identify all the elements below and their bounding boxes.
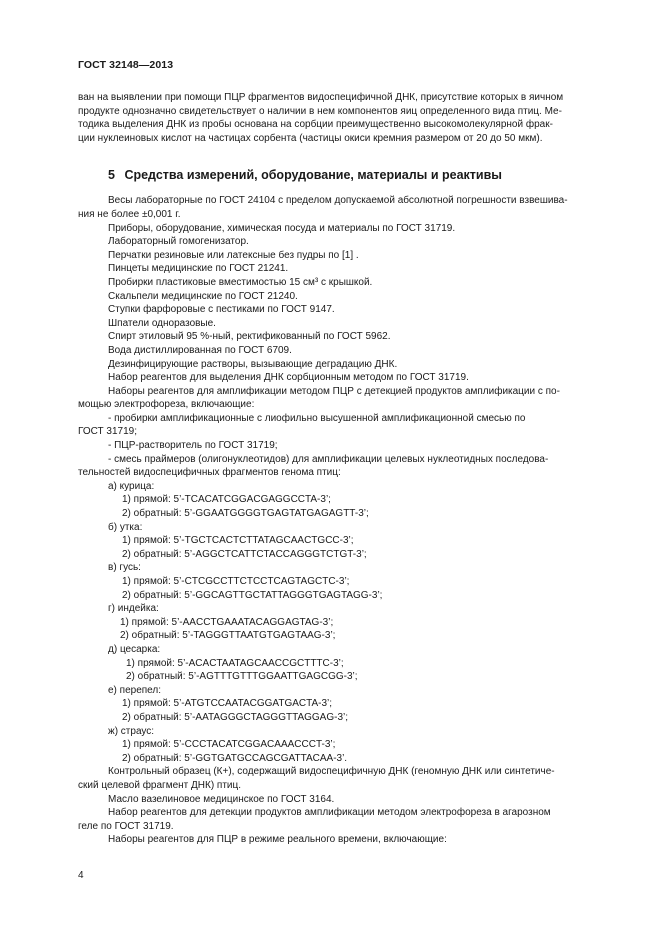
text-line: а) курица: (108, 480, 155, 492)
section-content (78, 194, 600, 847)
text-line: ГОСТ 31719; (78, 426, 137, 438)
text-line: ван на выявлении при помощи ПЦР фрагментов видоспецифичной ДНК, присутствие которых в яичном (78, 92, 564, 103)
text-line: Наборы реагентов для ПЦР в режиме реального времени, включающие: (108, 834, 447, 846)
text-line: д) цесарка: (108, 643, 161, 655)
text-line: ния не более ±0,001 г. (78, 208, 181, 220)
text-line: Весы лабораторные по ГОСТ 24104 с пределом допускаемой абсолютной погрешности взвешива- (108, 195, 568, 207)
text-line: 1) прямой: 5’-CTCGCCTTCTCCTCAGTAGCTC-3’; (122, 576, 350, 587)
text-line: 1) прямой: 5’-AACCTGAAATACAGGAGTAG-3’; (120, 616, 334, 628)
text-line: Лабораторный гомогенизатор. (108, 236, 249, 248)
text-line: ции нуклеиновых кислот на частицах сорбента (частицы окиси кремния размером от 20 до 50 мкм). (78, 132, 543, 144)
text-line: мощью электрофореза, включающие: (78, 399, 255, 411)
text-line: б) утка: (108, 521, 143, 533)
text-line: 1) прямой: 5’-CCCTACATCGGACAAACCCT-3’; (122, 739, 336, 751)
text-line: Набор реагентов для выделения ДНК сорбционным методом по ГОСТ 31719. (108, 372, 469, 384)
text-line: Перчатки резиновые или латексные без пудры по [1] . (108, 249, 359, 261)
text-line: 2) обратный: 5’-GGTGATGCCAGCGATTACAA-3’. (122, 752, 348, 764)
text-line: - пробирки амплификационные с лиофильно высушенной амплификационной смесью по (108, 412, 526, 424)
text-line: 2) обратный: 5’-TAGGGTTAATGTGAGTAAG-3’; (120, 630, 336, 642)
text-line: Набор реагентов для детекции продуктов амплификации методом электрофореза в агарозном (108, 807, 551, 819)
text-line: е) перепел: (108, 684, 162, 696)
text-line: 2) обратный: 5’-GGCAGTTGCTATTAGGGTGAGTAGG-3’; (122, 589, 383, 601)
text-line: 2) обратный: 5’-GGAATGGGGTGAGTATGAGAGTT-3’; (122, 508, 369, 520)
text-line: 1) прямой: 5’-TCACATCGGACGAGGCCTA-3’; (122, 494, 331, 506)
intro-paragraph (78, 91, 600, 145)
document-header: ГОСТ 32148—2013 (78, 59, 174, 71)
text-line: 2) обратный: 5’-AGTTTGTTTGGAATTGAGCGG-3’; (126, 671, 358, 683)
text-line: 2) обратный: 5’-AGGCTCATTCTACCAGGGTCTGT-3’; (122, 548, 367, 560)
text-line: 2) обратный: 5’-AATAGGGCTAGGGTTAGGAG-3’; (122, 711, 349, 723)
text-line: Пинцеты медицинские по ГОСТ 21241. (108, 263, 289, 275)
text-line: Скальпели медицинские по ГОСТ 21240. (108, 290, 298, 302)
document-body (78, 91, 600, 847)
text-line: Контрольный образец (К+), содержащий видоспецифичную ДНК (геномную ДНК или синтетиче- (108, 766, 555, 778)
text-line: продукте однозначно свидетельствует о наличии в нем компонентов яиц определенного вида птиц. Ме- (78, 105, 562, 117)
text-line: в) гусь: (108, 562, 141, 574)
page-number: 4 (78, 870, 84, 881)
text-line: ж) страус: (108, 725, 155, 737)
text-line: тельностей видоспецифичных фрагментов генома птиц: (78, 467, 341, 479)
text-line: Приборы, оборудование, химическая посуда и материалы по ГОСТ 31719. (108, 222, 456, 234)
section-title: Средства измерений, оборудование, материалы и реактивы (124, 168, 502, 183)
text-line: Вода дистиллированная по ГОСТ 6709. (108, 344, 292, 356)
text-line: Пробирки пластиковые вместимостью 15 см³ с крышкой. (108, 276, 373, 288)
text-line: г) индейка: (108, 603, 159, 615)
text-line: 1) прямой: 5’-ACACTAATAGCAACCGCTTTC-3’; (126, 657, 344, 669)
text-line: ский целевой фрагмент ДНК) птиц. (78, 779, 242, 791)
text-line: - смесь праймеров (олигонуклеотидов) для амплификации целевых нуклеотидных последова- (108, 453, 549, 465)
section-number: 5 (108, 168, 115, 183)
text-line: Ступки фарфоровые с пестиками по ГОСТ 9147. (108, 304, 335, 316)
text-line: геле по ГОСТ 31719. (78, 820, 174, 832)
text-line: Спирт этиловый 95 %-ный, ректификованный по ГОСТ 5962. (108, 331, 391, 343)
section-heading (78, 167, 600, 183)
text-line: Наборы реагентов для амплификации методом ПЦР с детекцией продуктов амплификации с по- (108, 385, 560, 397)
text-line: 1) прямой: 5’-ATGTCCAATACGGATGACTA-3’; (122, 698, 333, 710)
text-line: тодика выделения ДНК из пробы основана на сорбции преимущественно высокомолекулярной фрак- (78, 119, 553, 131)
text-line: Шпатели одноразовые. (108, 317, 216, 329)
text-line: - ПЦР-растворитель по ГОСТ 31719; (108, 440, 278, 452)
text-line: 1) прямой: 5’-TGCTCACTCTTATAGCAACTGCC-3’; (122, 535, 354, 547)
text-line: Дезинфицирующие растворы, вызывающие деградацию ДНК. (108, 358, 398, 370)
text-line: Масло вазелиновое медицинское по ГОСТ 3164. (108, 793, 335, 805)
